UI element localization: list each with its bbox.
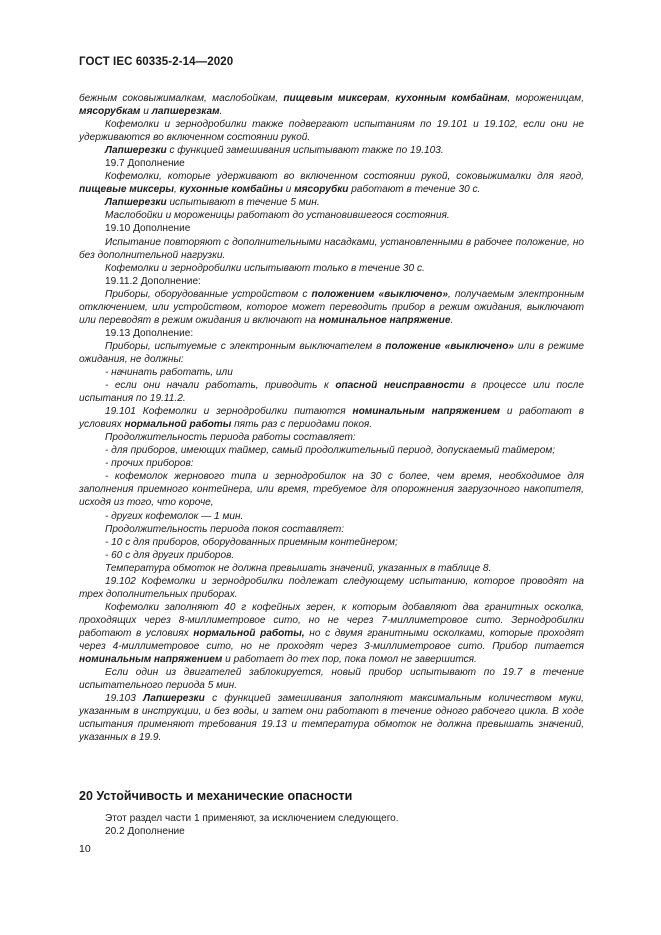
paragraph — [79, 562, 584, 575]
text-run: , — [174, 184, 180, 196]
text-run: Маслобойки и мороженицы работают до установившегося состояния. — [105, 210, 450, 222]
text-run: - кофемолок жернового типа и зернодробилок на 30 с более, чем время, необходимое для заполнения приемного контейнера, или время, требуемое для опорожнения загрузочного накопителя, исходя из того, что короче, — [79, 471, 584, 509]
text-run: Продолжительность периода покоя составляет: — [105, 523, 345, 535]
text-run: Лапшерезки — [105, 197, 167, 209]
paragraph — [79, 536, 584, 549]
text-run: пищевым миксерам — [283, 93, 388, 104]
paragraph — [79, 405, 584, 431]
paragraph — [79, 692, 584, 744]
text-run: или в режиме ожидания, не должны: — [79, 340, 584, 365]
text-run: и — [282, 184, 295, 196]
text-run: лапшерезкам — [151, 106, 220, 118]
text-run: . — [450, 314, 454, 326]
text-run: Лапшерезки — [143, 693, 205, 705]
text-run: - 60 с для других приборов. — [105, 549, 235, 561]
text-run: 19.101 Кофемолки и зернодробилки питаются — [105, 406, 353, 418]
paragraph — [79, 222, 584, 235]
text-run: 19.13 Дополнение: — [105, 327, 194, 339]
text-run: Продолжительность периода работы составляет: — [105, 432, 356, 444]
text-run: , получаемым электронным отключением, или устройством, которое может переводить прибор в режим ожидания, выключают или переводят в режим ожидания и включают на — [79, 288, 584, 326]
paragraph — [79, 144, 584, 157]
text-run: и — [140, 106, 152, 118]
section-body — [79, 812, 584, 838]
text-run: Лапшерезки — [105, 145, 167, 157]
paragraph — [79, 431, 584, 444]
text-run: положением «выключено» — [311, 288, 448, 300]
text-run: - прочих приборов: — [105, 458, 194, 470]
paragraph — [79, 118, 584, 144]
text-run: пять раз с периодами покоя. — [231, 419, 373, 431]
text-run: Испытание повторяют с дополнительными насадками, установленными в рабочее положение, но без дополнительной нагрузки. — [79, 236, 584, 261]
text-run: номинальным напряжением — [79, 654, 223, 666]
paragraph — [79, 288, 584, 327]
document-header: ГОСТ IEC 60335-2-14—2020 — [79, 56, 234, 68]
text-run: , мороженицам, — [507, 93, 585, 104]
text-run: 19.11.2 Дополнение: — [105, 275, 201, 287]
text-run: Если один из двигателей заблокируется, новый прибор испытывают по 19.7 в течение испытательного периода 5 мин. — [79, 667, 584, 692]
text-run: Приборы, испытуемые с электронным выключателем в — [105, 340, 386, 352]
paragraph — [79, 275, 584, 288]
text-run: пищевые миксеры — [79, 184, 175, 196]
text-run: мясорубкам — [79, 106, 141, 118]
paragraph — [79, 379, 584, 405]
paragraph — [79, 366, 584, 379]
paragraph — [79, 575, 584, 601]
text-run: работают в течение 30 с. — [348, 184, 481, 196]
text-run: Температура обмоток не должна превышать значений, указанных в таблице 8. — [105, 562, 492, 574]
paragraph — [79, 236, 584, 262]
page-number: 10 — [79, 843, 91, 855]
text-run: и работают в условиях — [79, 406, 584, 431]
text-run: 19.7 Дополнение — [105, 158, 185, 170]
section-line: 20.2 Дополнение — [105, 826, 185, 838]
text-run: Приборы, оборудованные устройством с — [105, 288, 312, 300]
text-run: 19.103 — [105, 693, 144, 705]
paragraph — [79, 470, 584, 509]
paragraph — [79, 327, 584, 340]
document-body — [79, 92, 584, 744]
text-run: - для приборов, имеющих таймер, самый продолжительный период, допускаемый таймером; — [105, 445, 556, 457]
text-run: Кофемолки и зернодробилки также подвергают испытаниям по 19.101 и 19.102, если они не удерживаются во включенном состоянии рукой. — [79, 119, 584, 144]
text-run: с функцией замешивания испытывают также по 19.103. — [166, 145, 444, 157]
text-run: Кофемолки и зернодробилки испытывают только в течение 30 с. — [105, 262, 425, 274]
paragraph — [79, 262, 584, 275]
text-run: но с двумя гранитными осколками, которые проходят через 4-миллиметровое сито, но не проходят через 3-миллиметровое сито. Прибор питается — [79, 627, 585, 652]
section-title: 20 Устойчивость и механические опасности — [79, 789, 353, 803]
text-run: опасной неисправности — [335, 380, 465, 392]
text-run: , — [387, 93, 396, 104]
text-run: - если они начали работать, приводить к — [105, 380, 336, 392]
paragraph — [79, 510, 584, 523]
text-run: 19.102 Кофемолки и зернодробилки подлежат следующему испытанию, которое проводят на трех дополнительных приборах. — [79, 575, 584, 600]
text-run: . — [219, 106, 223, 118]
paragraph — [79, 157, 584, 170]
paragraph — [79, 457, 584, 470]
section-line: Этот раздел части 1 применяют, за исключением следующего. — [105, 813, 399, 824]
text-run: номинальным напряжением — [352, 406, 500, 418]
text-run: мясорубки — [294, 184, 349, 196]
text-run: Кофемолки заполняют 40 г кофейных зерен, к которым добавляют два гранитных осколка, проходящих через 8-миллиметровое сито, но не через 7-миллиметровое сито. Зернодробилки работают в условиях — [79, 601, 584, 639]
paragraph — [79, 444, 584, 457]
text-run: 19.10 Дополнение — [105, 223, 191, 235]
paragraph — [79, 170, 584, 196]
paragraph — [79, 601, 584, 666]
paragraph — [79, 340, 584, 366]
text-run: бежным соковыжималкам, маслобойкам, — [79, 93, 284, 104]
paragraph — [79, 209, 584, 222]
text-run: нормальной работы — [124, 419, 232, 431]
text-run: и работает до тех пор, пока помол не завершится. — [222, 654, 477, 666]
paragraph — [79, 196, 584, 209]
text-run: с функцией замешивания заполняют максимальным количеством муки, указанным в инструкции, и без воды, и затем они работают в течение одного рабочего цикла. В ходе испытания применяют требования 19.13 и температура обмоток не должна превышать значений, указанных в 19.9. — [79, 693, 584, 744]
text-run: нормальной работы, — [193, 627, 305, 639]
text-run: Кофемолки, которые удерживают во включенном состоянии рукой, соковыжималки для ягод, — [105, 171, 584, 183]
text-run: кухонным комбайнам — [395, 93, 508, 104]
text-run: кухонные комбайны — [179, 184, 283, 196]
text-run: номинальное напряжение — [318, 314, 451, 326]
text-run: в процессе или после испытания по 19.11.2. — [79, 380, 584, 405]
paragraph — [79, 666, 584, 692]
text-run: положение «выключено» — [385, 340, 515, 352]
paragraph — [79, 523, 584, 536]
text-run: испытывают в течение 5 мин. — [166, 197, 320, 209]
paragraph — [79, 549, 584, 562]
text-run: - других кофемолок — 1 мин. — [105, 510, 244, 522]
paragraph — [79, 92, 584, 118]
text-run: - начинать работать, или — [105, 366, 233, 378]
text-run: - 10 с для приборов, оборудованных приемным контейнером; — [105, 536, 398, 548]
